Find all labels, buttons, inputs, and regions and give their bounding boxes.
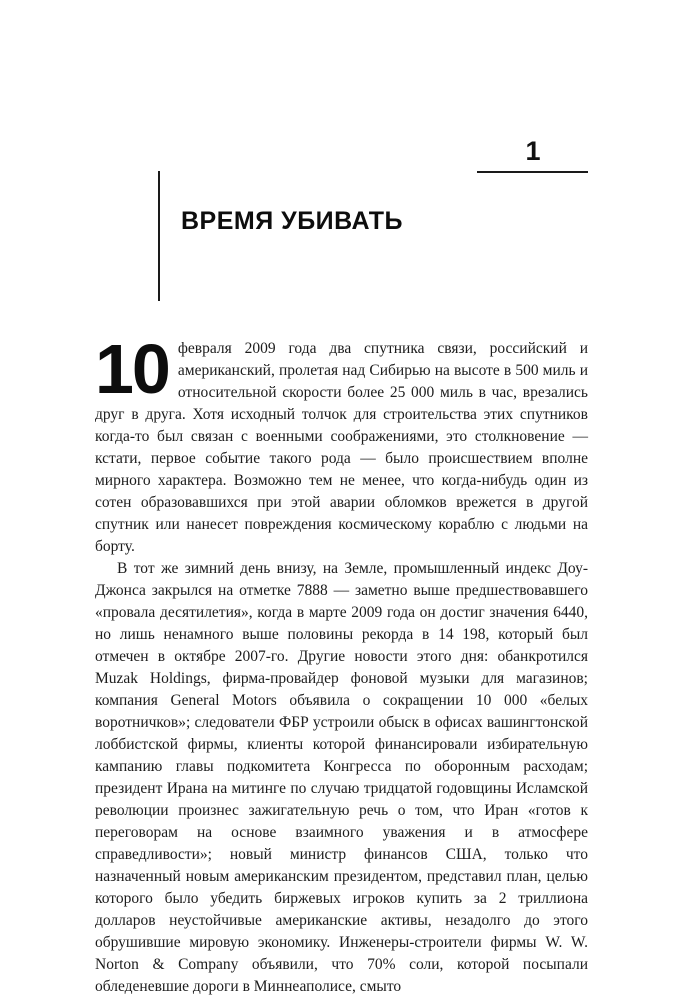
chapter-number-rule — [477, 171, 588, 173]
paragraph-opening-text: февраля 2009 года два спутника связи, российский и американский, пролетая над Сибирью на высоте в 500 миль и относительной скорости более 25 000 миль в час, врезались друг в друга. Хотя исходный толчок для строительства этих спутников когда-то был связан с военными соображениями, это столкновение — кстати, первое событие такого рода — было происшествием вполне мирного характера. Возможно тем не менее, что когда-нибудь один из сотен образовавшихся при этой аварии обломков врежется в другой спутник или нанесет повреждения космическому кораблю с людьми на борту. — [95, 340, 588, 555]
paragraph-opening — [95, 330, 588, 558]
chapter-title: ВРЕМЯ УБИВАТЬ — [181, 207, 403, 235]
body-text-column — [95, 330, 588, 998]
chapter-title-vertical-rule — [158, 171, 160, 301]
dropcap-number: 10 — [95, 330, 169, 408]
paragraph-second: В тот же зимний день внизу, на Земле, промышленный индекс Доу-Джонса закрылся на отметке 7888 — заметно выше предшествовавшего «провала десятилетия», когда в марте 2009 года он достиг значения 6440, но лишь ненамного выше половины рекорда в 14 198, который был отмечен в октябре 2007-го. Другие новости этого дня: обанкротился Muzak Holdings, фирма-провайдер фоновой музыки для магазинов; компания General Motors объявила о сокращении 10 000 «белых воротничков»; следователи ФБР устроили обыск в офисах вашингтонской лоббистской фирмы, клиенты которой финансировали избирательную кампанию главы подкомитета Конгресса по оборонным расходам; президент Ирана на митинге по случаю тридцатой годовщины Исламской революции произнес зажигательную речь о том, что Иран «готов к переговорам на основе взаимного уважения и в атмосфере справедливости»; новый министр финансов США, только что назначенный новым американским президентом, представил план, целью которого было убедить биржевых игроков купить за 2 триллиона долларов неустойчивые американские активы, незадолго до этого обрушившие мировую экономику. Инженеры-строители фирмы W. W. Norton & Company объявили, что 70% соли, которой посыпали обледеневшие дороги в Миннеаполисе, смыто — [95, 560, 588, 995]
chapter-number: 1 — [525, 136, 541, 166]
